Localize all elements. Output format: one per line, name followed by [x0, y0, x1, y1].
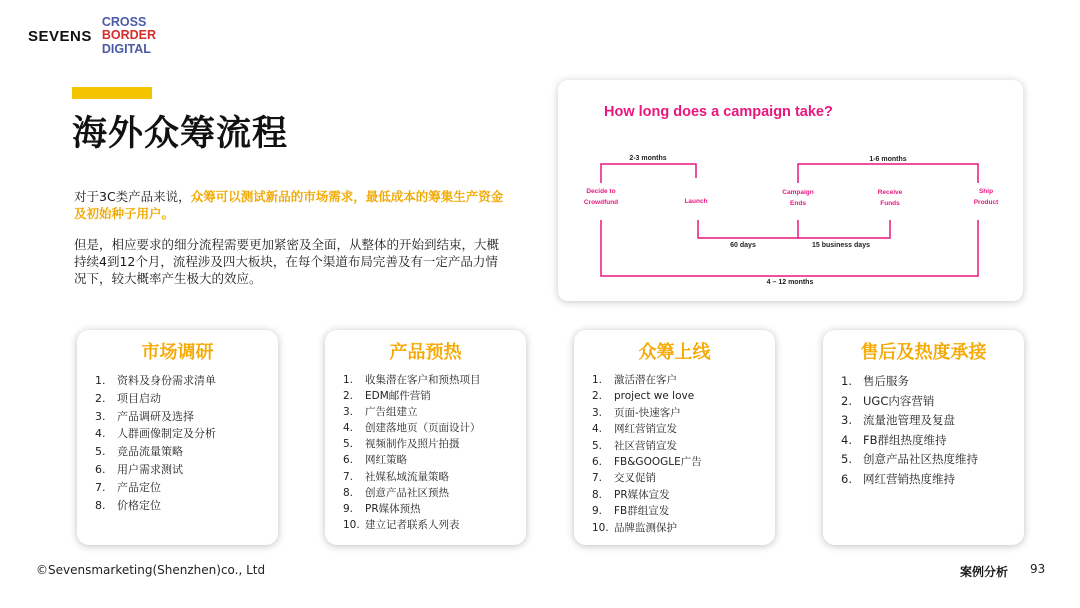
- list-item: 6. FB&GOOGLE广告: [592, 456, 702, 469]
- milestone-ship-line2: Product: [973, 199, 999, 206]
- list-item: 5. 竞品流量策略: [95, 445, 183, 459]
- list-item: 9. FB群组宣发: [592, 505, 670, 518]
- logo-cross-border-digital: CROSS BORDER DIGITAL: [101, 14, 157, 56]
- campaign-heading: How long does a campaign take?: [604, 104, 833, 120]
- step-title: 众筹上线: [638, 342, 711, 363]
- intro-paragraph-1: 对于3C类产品来说，众筹可以测试新品的市场需求，最低成本的筹集生产资金及初始种子用户。: [74, 189, 504, 221]
- step-title: 售后及热度承接: [860, 342, 987, 363]
- step-card-market-research: [77, 330, 278, 545]
- page-number: 93: [1030, 562, 1046, 576]
- page-title: 海外众筹流程: [72, 114, 289, 154]
- list-item: 6. 网红营销热度维持: [841, 471, 955, 486]
- milestone-ship-line1: Ship: [978, 188, 994, 195]
- list-item: 6. 网红策略: [343, 454, 407, 467]
- milestone-launch: Launch: [684, 198, 708, 205]
- title-accent-bar: [72, 87, 152, 99]
- duration-total: 4 – 12 months: [766, 279, 814, 286]
- list-item: 2. project we love: [592, 390, 695, 403]
- list-item: 1. 售后服务: [841, 374, 909, 388]
- milestone-decide-line1: Decide to: [586, 188, 616, 195]
- list-item: 3. 产品调研及选择: [95, 409, 194, 423]
- list-item: 10. 品牌监测保护: [592, 521, 677, 534]
- duration-funds: 15 business days: [812, 242, 870, 249]
- list-item: 4. 网红营销宣发: [592, 423, 677, 436]
- step-title: 产品预热: [389, 342, 462, 363]
- logo-sevens: SEVENS: [28, 27, 92, 45]
- campaign-timeline-diagram: [558, 80, 1023, 301]
- campaign-timeline-card: [558, 80, 1023, 301]
- list-item: 4. FB群组热度维持: [841, 432, 947, 447]
- list-item: 5. 视频制作及照片拍摄: [343, 438, 460, 451]
- company-logo: [28, 14, 156, 58]
- list-item: 9. PR媒体预热: [343, 502, 421, 515]
- list-item: 8. 价格定位: [95, 498, 161, 512]
- list-item: 3. 页面-快速客户: [592, 406, 681, 419]
- list-item: 7. 产品定位: [95, 480, 161, 494]
- list-item: 2. 项目启动: [95, 391, 161, 405]
- list-item: 4. 人群画像制定及分析: [95, 427, 216, 441]
- milestone-decide-line2: Crowdfund: [583, 199, 619, 206]
- step-card-preheat: [325, 330, 526, 545]
- list-item: 8. PR媒体宣发: [592, 488, 670, 501]
- duration-campaign: 60 days: [730, 242, 756, 249]
- step-list: [95, 372, 268, 514]
- milestone-campaign-line2: Ends: [790, 200, 806, 207]
- step-list: [841, 372, 1014, 489]
- milestone-receive-line1: Receive: [877, 189, 903, 196]
- section-label: 案例分析: [960, 565, 1009, 579]
- intro-paragraph-2: 但是，相应要求的细分流程需要更加紧密及全面，从整体的开始到结束，大概持续4到12个月，流程涉及四大板块，在每个渠道布局完善及有一定产品力情况下，较大概率产生极大的效应。: [74, 237, 500, 286]
- list-item: 6. 用户需求测试: [95, 462, 183, 476]
- list-item: 3. 广告组建立: [343, 406, 418, 419]
- list-item: 4. 创建落地页（页面设计）: [343, 422, 481, 435]
- list-item: 1. 资料及身份需求清单: [95, 374, 216, 387]
- timeline-brackets: [601, 164, 978, 276]
- duration-prelaunch: 2-3 months: [629, 155, 667, 162]
- list-item: 1. 收集潜在客户和预热项目: [343, 374, 481, 386]
- list-item: 5. 社区营销宣发: [592, 439, 677, 452]
- list-item: 2. UGC内容营销: [841, 393, 935, 408]
- intro-highlight: 众筹可以测试新品的市场需求，最低成本的筹集生产资金及初始种子用户。: [74, 189, 504, 221]
- list-item: 8. 创意产品社区预热: [343, 486, 449, 499]
- list-item: 7. 交叉促销: [592, 472, 656, 485]
- list-item: 5. 创意产品社区热度维持: [841, 452, 978, 466]
- step-list: [592, 372, 765, 536]
- step-list: [343, 372, 516, 533]
- milestone-receive-line2: Funds: [880, 200, 900, 207]
- list-item: 7. 社媒私域流量策略: [343, 470, 449, 483]
- step-card-launch: [574, 330, 775, 545]
- list-item: 1. 激活潜在客户: [592, 374, 677, 386]
- step-card-after-sales: [823, 330, 1024, 545]
- milestone-campaign-line1: Campaign: [782, 189, 814, 196]
- duration-post-campaign: 1-6 months: [869, 156, 907, 163]
- list-item: 2. EDM邮件营销: [343, 390, 431, 403]
- list-item: 3. 流量池管理及复盘: [841, 413, 955, 427]
- step-title: 市场调研: [141, 342, 214, 363]
- list-item: 10. 建立记者联系人列表: [343, 518, 460, 531]
- copyright-text: ©Sevensmarketing(Shenzhen)co., Ltd: [36, 563, 266, 577]
